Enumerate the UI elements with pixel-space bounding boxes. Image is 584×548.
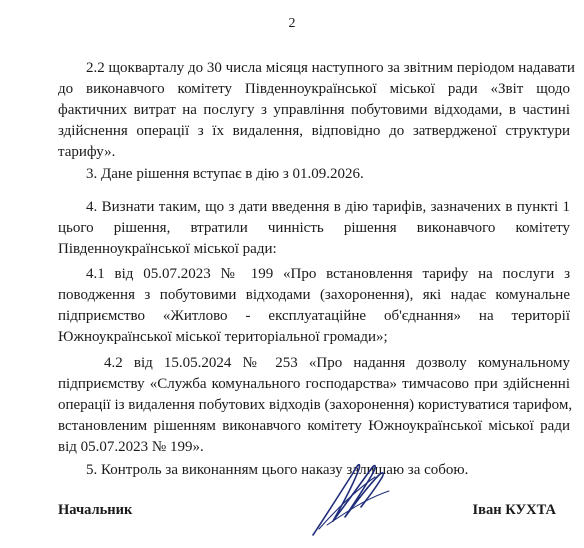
paragraph-line: підприємству «Служба комунального господарства» тимчасово при здійсненні [58, 376, 570, 392]
paragraph-line: тарифу». [58, 144, 116, 160]
paragraph-5: 5. Контроль за виконанням цього наказу залишаю за собою. [86, 462, 469, 478]
handwritten-signature [305, 455, 395, 540]
paragraph-line: 4.1 від 05.07.2023 № 199 «Про встановлення тарифу на послуги з [86, 266, 570, 282]
paragraph-line: цього рішення, втратили чинність рішення виконавчого комітету [58, 220, 570, 236]
paragraph-line: 4. Визнати таким, що з дати введення в дію тарифів, зазначених в пункті 1 [86, 199, 570, 215]
paragraph-line: 2.2 щокварталу до 30 числа місяця наступного за звітним періодом надавати [86, 60, 575, 76]
paragraph-line: 4.2 від 15.05.2024 № 253 «Про надання дозволу комунальному [104, 355, 570, 371]
paragraph-3: 3. Дане рішення вступає в дію з 01.09.2026. [86, 166, 364, 182]
signature-name: Іван КУХТА [472, 502, 556, 518]
paragraph-line: Южноукраїнської міської територіальної громади»; [58, 329, 388, 345]
paragraph-line: Південноукраїнської міської ради: [58, 241, 277, 257]
paragraph-line: від 05.07.2023 № 199». [58, 439, 204, 455]
page-number: 2 [288, 16, 296, 31]
signature-title: Начальник [58, 502, 133, 518]
paragraph-line: підприємство «Житлово - експлуатаційне об'єднання» на території [58, 308, 570, 324]
paragraph-line: встановленим рішенням виконавчого комітету Южноукраїнської міської ради [58, 418, 570, 434]
paragraph-line: до виконавчого комітету Південноукраїнської міської ради «Звіт щодо [58, 81, 570, 97]
paragraph-line: фактичних витрат на послугу з управління побутовими відходами, в частині [58, 102, 570, 118]
paragraph-line: поводження з побутовими відходами (захоронення), які надає комунальне [58, 287, 570, 303]
paragraph-line: здійснення операції з їх видалення, відповідно до затвердженої структури [58, 123, 570, 139]
paragraph-line: операції із видалення побутових відходів (захоронення) користуватися тарифом, [58, 397, 573, 413]
